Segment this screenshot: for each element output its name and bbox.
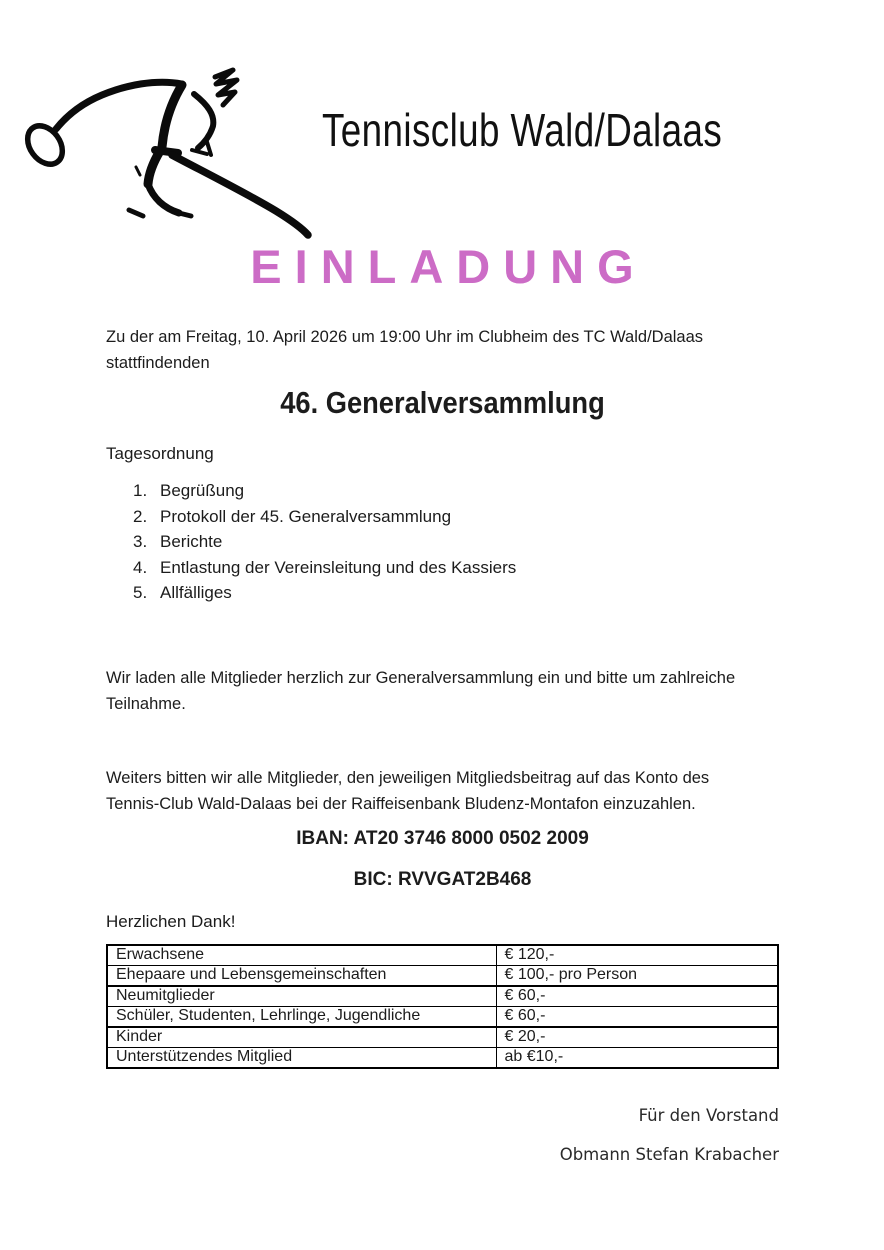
agenda-item-number: 3. xyxy=(133,532,148,551)
invite-line-1: Wir laden alle Mitglieder herzlich zur Generalversammlung ein und bitte um zahlreiche xyxy=(106,668,736,687)
iban-line: IBAN: AT20 3746 8000 0502 2009 xyxy=(296,827,589,849)
payment-line-2: Tennis-Club Wald-Dalaas bei der Raiffeisenbank Bludenz-Montafon einzuzahlen. xyxy=(106,794,696,813)
table-row xyxy=(107,1047,778,1068)
payment-line-1: Weiters bitten wir alle Mitglieder, den jeweiligen Mitgliedsbeitrag auf das Konto des xyxy=(106,768,710,787)
agenda-list xyxy=(106,478,779,606)
signature-name: Obmann Stefan Krabacher xyxy=(559,1144,779,1164)
agenda-item-number: 1. xyxy=(133,481,148,500)
agenda-item-number: 2. xyxy=(133,506,148,526)
table-row xyxy=(107,1027,778,1048)
agenda-item xyxy=(106,580,779,606)
agenda-item-text: Allfälliges xyxy=(160,583,232,602)
thanks-line: Herzlichen Dank! xyxy=(106,911,236,931)
intro-line-2: stattfindenden xyxy=(106,354,210,372)
bic-line: BIC: RVVGAT2B468 xyxy=(353,868,532,890)
table-row xyxy=(107,986,778,1007)
meeting-title: 46. Generalversammlung xyxy=(280,385,605,420)
membership-fees-table xyxy=(106,944,779,1069)
fee-category: Schüler, Studenten, Lehrlinge, Jugendliche xyxy=(107,1006,496,1027)
invite-line-2: Teilnahme. xyxy=(106,694,186,713)
fee-amount: € 100,- pro Person xyxy=(496,965,778,986)
agenda-item xyxy=(106,478,779,504)
fee-category: Unterstützendes Mitglied xyxy=(107,1047,496,1068)
agenda-label: Tagesordnung xyxy=(106,444,214,463)
fee-category: Neumitglieder xyxy=(107,986,496,1007)
agenda-item-text: Entlastung der Vereinsleitung und des Kassiers xyxy=(160,557,517,577)
fee-amount: € 60,- xyxy=(496,1006,778,1027)
document-body xyxy=(0,324,884,1168)
signature-role: Für den Vorstand xyxy=(638,1105,779,1125)
fee-amount: € 20,- xyxy=(496,1027,778,1048)
table-row xyxy=(107,945,778,966)
fee-amount: € 60,- xyxy=(496,986,778,1007)
invitation-heading: EINLADUNG xyxy=(250,240,647,293)
fee-category: Kinder xyxy=(107,1027,496,1048)
agenda-item-number: 4. xyxy=(133,557,148,577)
invite-paragraph xyxy=(106,665,779,717)
table-row xyxy=(107,965,778,986)
agenda-item xyxy=(106,555,779,581)
intro-line-1: Zu der am Freitag, 10. April 2026 um 19:00 Uhr im Clubheim des TC Wald/Dalaas xyxy=(106,328,704,346)
club-title: Tennisclub Wald/Dalaas xyxy=(322,104,723,156)
agenda-item-number: 5. xyxy=(133,583,148,602)
agenda-item xyxy=(106,529,779,555)
document-header xyxy=(0,0,884,240)
agenda-item xyxy=(106,504,779,530)
table-row xyxy=(107,1006,778,1027)
intro-paragraph xyxy=(106,324,779,376)
agenda-item-text: Berichte xyxy=(160,532,223,551)
agenda-item-text: Begrüßung xyxy=(160,481,245,500)
payment-paragraph xyxy=(106,765,779,817)
tennis-player-sketch-icon xyxy=(10,55,320,245)
agenda-item-text: Protokoll der 45. Generalversammlung xyxy=(160,506,452,526)
fee-category: Erwachsene xyxy=(107,945,496,966)
fee-amount: ab €10,- xyxy=(496,1047,778,1068)
fee-category: Ehepaare und Lebensgemeinschaften xyxy=(107,965,496,986)
fee-amount: € 120,- xyxy=(496,945,778,966)
